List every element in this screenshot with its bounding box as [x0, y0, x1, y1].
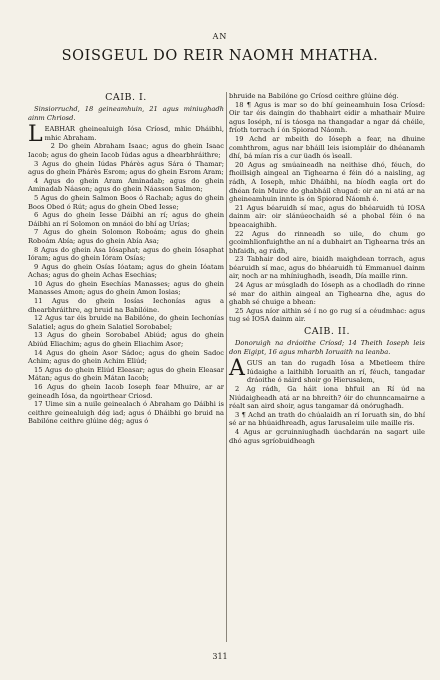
- verse: 17 Uime sin a nuile geinealach ó Abraham go Dáibhi is ceithre geinealuigh dég iad; agus ó Dháibhi go bruid na Babilóne ceithre glúine dég; agus ó: [28, 400, 224, 426]
- column-divider: [226, 92, 227, 642]
- verse: 14 Agus do ghein Asor Sádoc; agus do ghein Sadoc Achim; agus do ghein Achim Eliúd;: [28, 348, 224, 366]
- verse: 4 Agus ar gcruinniughadh úachdarán na sagart uile dhó agus sgríobuidheagh: [229, 427, 425, 445]
- page-number: 311: [212, 652, 228, 661]
- running-head: AN: [212, 32, 228, 41]
- verse: 18 ¶ Agus is mar so do bhí geineamhuin Iosa Críosd: Oir tar éis daingin do thabhairt eidir a mhathair Muire agus Ioséph, ní is táosga na thangadar a ngar dá chéile, fríoth torrach í ón Spiorad Náomh.: [229, 100, 425, 135]
- verse: 2 Do ghein Abraham Isaac; agus do ghein Isaac Iacob; agus do ghein Iacob Iúdas agus a dhearbhráithre;: [28, 142, 224, 159]
- chapter-2-heading: CAIB. II.: [304, 326, 350, 338]
- verse-1: [28, 122, 224, 148]
- verse: 9 Agus do ghein Osías Ióatam; agus do ghein Ióatam Achas; agus do ghein Achas Esechias;: [28, 262, 224, 280]
- verse: 6 Agus do ghein Iesse Dáibhi an rí; agus do ghein Dáibhi an rí Solomon on mnáoi do bhí ag Urías;: [28, 211, 224, 228]
- right-verses-b: [229, 385, 425, 445]
- verse: 25 Agus níor aithin sé í no go rug sí a céudmhac: agus tug sé IOSA dainm air.: [229, 306, 425, 324]
- verse: 11 Agus do ghein Iosías Iechonías agus a dhearbhráithre, ag bruid na Babilóine.: [28, 297, 224, 314]
- verse: 10 Agus do ghein Esechías Manasses; agus do ghein Manasses Amon; agus do ghein Amon Iosias;: [28, 279, 224, 297]
- verse: 7 Agus do ghein Solomon Roboám; agus do ghein Roboám Abía; agus do ghein Abía Asa;: [28, 228, 224, 245]
- chapter-2-summary: Donoruigh na dráoithe Críosd; 14 Theith Ioseph leis don Eigipt, 16 agus mharbh Ioruaith na leanba.: [229, 339, 425, 356]
- chapter-2-verse-1: [229, 356, 425, 385]
- verse: 16 Agus do ghein Iacob Ioseph fear Mhuire, ar ar geineadh Iósa, da ngoirthear Criosd.: [28, 383, 224, 400]
- verse: 3 ¶ Achd an trath do chúalaidh an rí Ioruath sin, do bhí sé ar na bhúaidhreadh, agus Iarusaleim uile maille ris.: [229, 410, 425, 428]
- verse-1-text: EABHAR gheinealuigh Iósa Críosd, mhic Dháibhi, mhic Abraham.: [44, 125, 224, 142]
- chapter-1-heading: CAIB. I.: [105, 92, 147, 103]
- drop-cap: L: [28, 122, 43, 148]
- chapter-1-summary: Sinsiorruchd, 18 geineamhuin, 21 agus miniughadh ainm Chriosd.: [28, 105, 224, 122]
- verse: 5 Agus do ghein Salmon Boos ó Rachab; agus do ghein Boos Obed ó Rút; agus do ghein Obed Iesse;: [28, 193, 224, 211]
- verse: 19 Achd ar mbeith do Ióseph a fear, na dhuine comhthrom, agus nar bháill leis isiompláir do dhéanamh dhí, bá mían ris a cur üadh ós ìseall.: [229, 134, 425, 161]
- verse: 8 Agus do ghein Asa Iósaphat; agus do ghein Iósaphat Ióram; agus do ghein Ióram Osías;: [28, 245, 224, 263]
- verse: 20 Agus ag smúaineadh na neithise dhó, féuch, do fhoillsigh aingeal an Tighearna é féin dó a naisling, ag rádh, A Ioseph, mhic Dháibhi, na bíodh eagla ort do dhéan fein Muire do ghabháil chugad: oir an ni atá ar na gheineamhuin innte is ón Spiorad Náomh é.: [229, 160, 425, 204]
- verse: 23 Tabhair dod aire, biaidh maighdean torrach, agus béaruidh sí mac, agus do bhéaruidh tú Emmanuel dainm air, noch ar na mhíniughadh, iseadh, Día maille rinn.: [229, 255, 425, 281]
- verse: 2 Ag rádh, Ga háit iona bhfuil an Rí úd na Niúdaigheadh atá ar na bhreith? óir do chunncamairne a réalt san aird shoir, agus tangamar dá onórughadh.: [229, 385, 425, 411]
- verse: 21 Agus béaruidh sí mac, agus do bhéaruidh tú IOSA dainm air: oir slánúeochaidh sé a phobal féin ó na bpeacaighibh.: [229, 203, 425, 229]
- drop-cap: A: [229, 356, 245, 382]
- verse: 12 Agus tar éis bruide na Babilóne, do ghein Iechonías Salatiel; agus do ghein Salatiel Sorobabel;: [28, 314, 224, 331]
- verse: 3 Agus do ghein Iúdas Phárès agus Sára ó Thamar; agus do ghein Phárès Esrom; agus do ghein Esrom Aram;: [28, 159, 224, 177]
- chapter-2-verse-1-text: GUS an tan do rugadh Iósa a Mbetleem thíre Iúdaighe a laithibh Ioruaith an rí, féuch, tangadar dráoithe ó náird shoir go Hierusalem,: [246, 359, 425, 385]
- verse: 13 Agus do ghein Sorobabel Abiúd; agus do ghein Abiúd Eliachim; agus do ghein Eliachim Asor;: [28, 331, 224, 349]
- verse: 22 Agus do rinneadh so uile, do chum go gcoimhlionfuighthe an ní a dubhairt an Tighearna trés an bhfaidh, ag rádh,: [229, 229, 425, 255]
- verse-17-continuation: bhruide na Babilóne go Críosd ceithre glúine dég.: [229, 92, 399, 100]
- verse: 15 Agus do ghein Eliúd Eleasar; agus do ghein Eleasar Mátan; agus do ghein Mátan Iacob;: [28, 365, 224, 383]
- left-column: [28, 92, 224, 426]
- right-verses-a: [229, 101, 425, 324]
- page-title: SOISGEUL DO REIR NAOMH MHATHA.: [61, 48, 379, 64]
- verse: 4 Agus do ghein Aram Aminadab; agus do ghein Aminadab Náason; agus do ghein Náasson Salmon;: [28, 176, 224, 194]
- right-column: [229, 92, 425, 445]
- left-verses: [28, 142, 224, 426]
- verse: 24 Agus ar músgladh do Ióseph as a chodladh do rinne sé mar do aithin aingeal an Tighearna dhe, agus do ghabh sé chuige a bhean:: [229, 281, 425, 307]
